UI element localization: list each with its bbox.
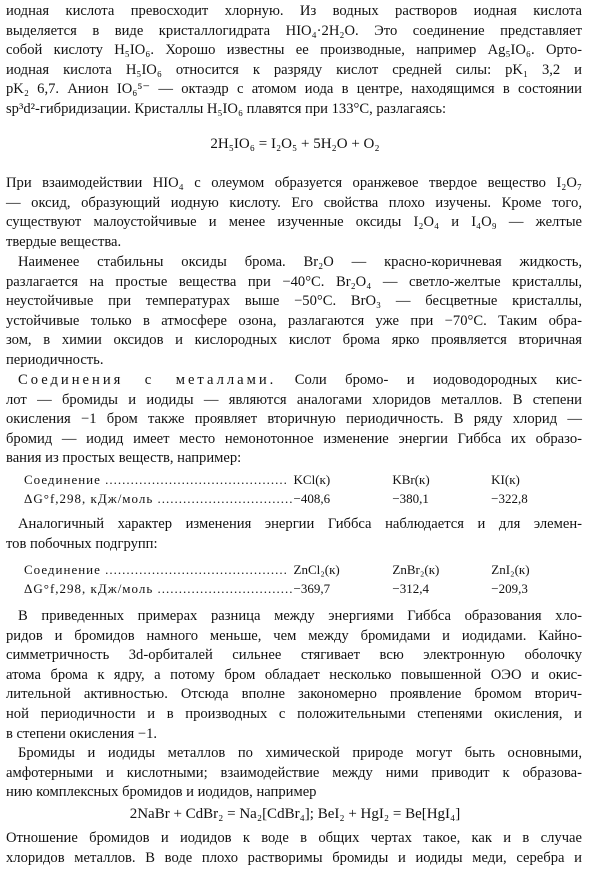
text-line: лот — бромиды и иодиды — являются аналогами хлоридов металлов. В степени xyxy=(6,391,582,408)
text-line: Отношение бромидов и иодидов к воде в общих чертах такое, как и в случае xyxy=(6,830,582,846)
table-cell: KBr(к) xyxy=(392,472,430,487)
equation-complexes: 2NaBr + CdBr₂ = Na₂[CdBr₄]; BeI₂ + HgI₂ = Be[HgI₄] xyxy=(129,806,461,822)
table-cell: ZnBr₂(к) xyxy=(392,562,440,577)
text-line: собой кислоту H₅IO₆. Хорошо известны ее производные, например Ag₅IO₆. Орто- xyxy=(6,42,582,59)
paragraph-periodic-acid xyxy=(6,2,582,120)
text-line: окисления −1 бром также проявляет вторичную периодичность. В ряду хлорид — xyxy=(6,411,582,428)
equation-decomposition: 2H₅IO₆ = I₂O₅ + 5H₂O + O₂ xyxy=(210,136,380,152)
table-cell: −209,3 xyxy=(491,581,528,596)
paragraph-complexes xyxy=(6,744,582,803)
table-cell: ZnI₂(к) xyxy=(491,562,530,577)
text-line: периодичность. xyxy=(6,351,104,368)
table-cell: −408,6 xyxy=(293,491,331,506)
table-row xyxy=(24,579,590,598)
text-line: неустойчивые при температурах выше −50°С. BrO₃ — бесцветные кристаллы, xyxy=(6,293,582,310)
text-line: существуют малоустойчивые и менее изученные оксиды I₂O₄ и I₄O₉ — желтые xyxy=(6,214,582,231)
text-line: зом, в химии оксидов и кислородных кислот брома ярко проявляется вторичная xyxy=(6,332,582,349)
text-line: атома брома к ядру, а потому бром обладает несколько повышенной ОЭО и окис- xyxy=(6,666,582,683)
text-line: выделяется в виде кристаллогидрата HIO₄·2H₂O. Это соединение представляет xyxy=(6,22,582,39)
table-row xyxy=(24,560,590,579)
text-line: — оксид, образующий иодную кислоту. Его свойства плохо изучены. Кроме того, xyxy=(6,194,582,211)
text-line: бромид — иодид имеет место немонотонное изменение энергии Гиббса их образо- xyxy=(6,430,582,447)
paragraph-bromine-oxides xyxy=(6,253,582,371)
paragraph-metal-compounds xyxy=(6,371,582,469)
table-cell: −380,1 xyxy=(392,491,429,506)
paragraph-subgroup xyxy=(6,515,582,554)
row-label: Соединение ........................................... xyxy=(24,562,288,577)
text-line: иодная кислота превосходит хлорную. Из водных растворов иодная кислота xyxy=(6,3,582,19)
row-label: ΔG°f,298, кДж/моль ................................ xyxy=(24,581,294,596)
text-line: твердые вещества. xyxy=(6,233,122,250)
text-line: тов побочных подгрупп: xyxy=(6,535,158,552)
table-cell: KCl(к) xyxy=(293,472,331,487)
text-line: лительной активностью. Отсюда вполне закономерно проявление бромом вторич- xyxy=(6,686,582,703)
text-line: амфотерными и кислотными; взаимодействие между ними приводит к образова- xyxy=(6,764,582,781)
text-line: pK₂ 6,7. Анион IO₆⁵⁻ — октаэдр с атомом иода в центре, находящимся в состоянии xyxy=(6,81,582,98)
text-line: иодная кислота H₅IO₆ относится к разряду кислот средней силы: pK₁ 3,2 и xyxy=(6,61,582,78)
paragraph-water xyxy=(6,829,582,868)
gibbs-table-zinc xyxy=(24,560,590,598)
text-line: устойчивые только в атмосфере озона, разлагаются уже при −70°С. Таким обра- xyxy=(6,312,582,329)
row-label: Соединение ........................................... xyxy=(24,472,288,487)
text-line: Аналогичный характер изменения энергии Гиббса наблюдается и для элемен- xyxy=(18,516,582,532)
table-row xyxy=(24,489,590,508)
text-line: Наименее стабильны оксиды брома. Br₂O — красно-коричневая жидкость, xyxy=(18,254,582,270)
paragraph-kainosymmetry xyxy=(6,607,582,744)
text-line: в степени окисления −1. xyxy=(6,725,158,742)
gibbs-table-alkali xyxy=(24,470,590,508)
text-line xyxy=(6,371,582,391)
text-fragment: Соли бромо- и иодоводородных кис- xyxy=(276,372,583,388)
table-cell: ZnCl₂(к) xyxy=(293,562,340,577)
text-line: В приведенных примерах разница между энергиями Гиббса образования хло- xyxy=(18,608,582,624)
text-line: вания из простых веществ, например: xyxy=(6,450,242,467)
text-line: ридов и бромидов намного меньше, чем между бромидами и иодидами. Кайно- xyxy=(6,627,582,644)
text-line: хлоридов металлов. В воде плохо растворимы бромиды и иодиды меди, серебра и xyxy=(6,849,582,866)
table-cell: −369,7 xyxy=(293,581,331,596)
text-line: нию комплексных бромидов и иодидов, например xyxy=(6,784,317,801)
paragraph-iodine-oxides xyxy=(6,174,582,252)
row-label: ΔG°f,298, кДж/моль ................................ xyxy=(24,491,294,506)
text-line: Бромиды и иодиды металлов по химической природе могут быть основными, xyxy=(18,745,582,761)
text-line: При взаимодействии HIO₄ с олеумом образуется оранжевое твердое вещество I₂O₇ xyxy=(6,175,582,191)
text-line: sp³d²-гибридизации. Кристаллы H₅IO₆ плавятся при 133°С, разлагаясь: xyxy=(6,100,447,117)
text-line: симметричность 3d-орбиталей сильнее стягивает всю электронную оболочку xyxy=(6,647,582,664)
section-heading: Соединения с металлами. xyxy=(18,372,277,388)
text-line: ной периодичности и в производных с положительными степенями окисления, и xyxy=(6,705,582,722)
table-row xyxy=(24,470,590,489)
table-cell: −312,4 xyxy=(392,581,429,596)
table-cell: −322,8 xyxy=(491,491,528,506)
table-cell: KI(к) xyxy=(491,472,520,487)
text-line: разлагается на простые вещества при −40°С. Br₂O₄ — светло-желтые кристаллы, xyxy=(6,273,582,290)
